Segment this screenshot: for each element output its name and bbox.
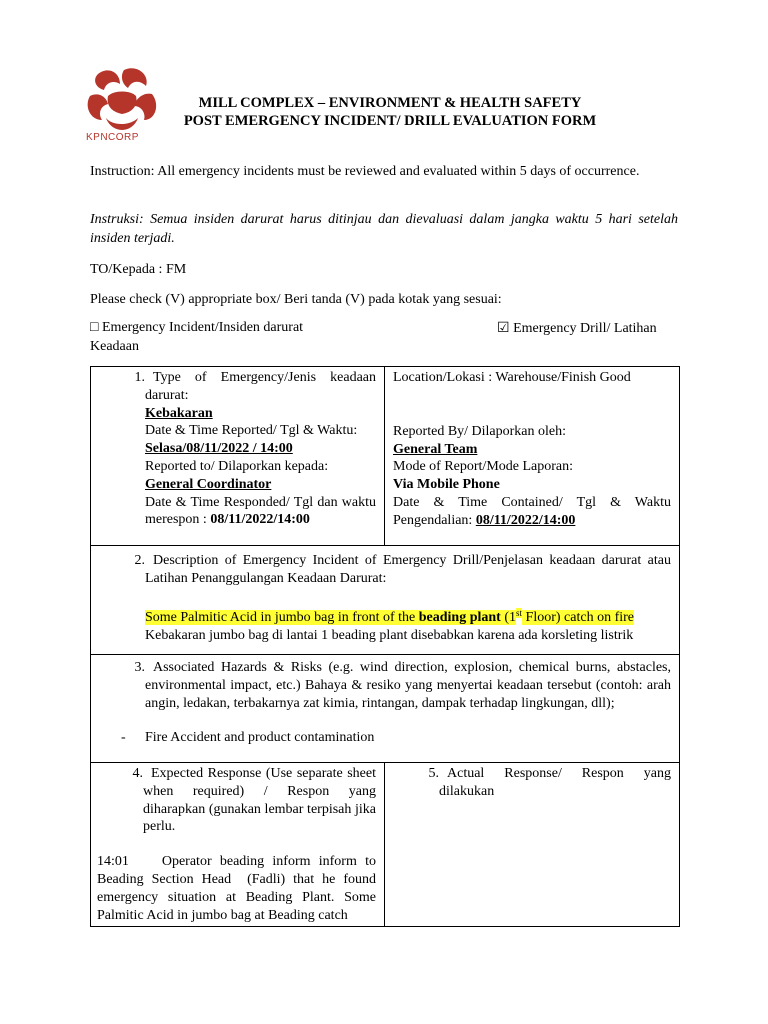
date-reported-value: Selasa/08/11/2022 / 14:00	[145, 441, 293, 457]
hazard-item: Fire Accident and product contamination	[145, 730, 375, 746]
addressee: TO/Kepada : FM	[90, 262, 187, 277]
logo-text: KPNCORP	[86, 132, 139, 143]
option-drill-label: Emergency Drill/ Latihan	[513, 321, 657, 336]
location: Location/Lokasi : Warehouse/Finish Good	[393, 370, 631, 385]
highlight-part1: Some Palmitic Acid in jumbo bag in front of the	[145, 610, 419, 626]
date-reported-label: Date & Time Reported/ Tgl & Waktu:	[145, 423, 358, 439]
report-mode-label: Mode of Report/Mode Laporan:	[393, 459, 574, 475]
form-title-line1: MILL COMPLEX – ENVIRONMENT & HEALTH SAFETY	[198, 95, 582, 111]
reported-to-label: Reported to/ Dilaporkan kepada:	[145, 458, 329, 474]
expected-response-label: Expected Response (Use separate sheet when required) / Respon yang diharapkan (gunakan lembar terpisah jika perlu.	[143, 766, 376, 835]
section-3-number: 3.	[134, 660, 145, 675]
option-emergency-drill[interactable]	[497, 320, 657, 337]
option-emergency-incident[interactable]	[90, 320, 303, 336]
emergency-type-label: Type of Emergency/Jenis keadaan darurat:	[145, 370, 376, 403]
report-mode-value: Via Mobile Phone	[393, 477, 500, 493]
section-1-number: 1.	[134, 370, 145, 385]
date-contained-label: Date & Time Contained/ Tgl & Waktu Pengendalian:	[393, 494, 671, 528]
section-2-cell	[91, 546, 679, 654]
expected-response-entry: 14:01 Operator beading inform inform to Beading Section Head (Fadli) that he found emergency situation at Beading Plant. Some Palmitic Acid in jumbo bag at Beading catch	[97, 854, 380, 923]
section-5-number: 5.	[428, 766, 439, 781]
date-responded-value: 08/11/2022/14:00	[210, 512, 310, 528]
actual-response-label: Actual Response/ Respon yang dilakukan	[439, 766, 671, 799]
section-1-right	[385, 367, 679, 545]
section-2-number: 2.	[134, 553, 145, 568]
section-3-cell	[91, 655, 679, 762]
reported-by-label: Reported By/ Dilaporkan oleh:	[393, 423, 567, 439]
description-english	[99, 605, 671, 627]
check-instruction: Please check (V) appropriate box/ Beri tanda (V) pada kotak yang sesuai:	[90, 292, 502, 307]
unchecked-box-icon[interactable]: □	[90, 320, 99, 335]
highlight-part2: (1	[500, 610, 517, 626]
highlight-part3: Floor) catch on fire	[522, 610, 634, 626]
section-1-row	[91, 367, 679, 546]
hazards-label: Associated Hazards & Risks (e.g. wind direction, explosion, chemical burns, abstacles, environmental impact, etc.) Bahaya & resiko yang menyertai keadaan tersebut (contoh: arah angin, ledakan, terbakarnya zat kimia, rintangan, dampak terhadap lingkungan, dll);	[145, 660, 671, 711]
option-drill-label-continued: Keadaan	[90, 339, 139, 354]
highlight-superscript: st	[516, 607, 523, 618]
reported-to-value: General Coordinator	[145, 476, 272, 492]
option-incident-label: Emergency Incident/Insiden darurat	[101, 320, 304, 335]
section-4-number: 4.	[132, 766, 143, 781]
date-responded-label: Date & Time Responded/ Tgl dan waktu merespon :	[145, 494, 376, 528]
section-2-row	[91, 546, 679, 655]
hazard-bullet: -	[121, 730, 126, 746]
section-3-row	[91, 655, 679, 763]
description-indonesian: Kebakaran jumbo bag di lantai 1 beading plant disebabkan karena ada korsleting listrik	[145, 628, 634, 644]
evaluation-table	[90, 366, 680, 927]
reported-by-value: General Team	[393, 441, 478, 457]
section-5-cell	[385, 763, 679, 926]
instruction-indonesian: Instruksi: Semua insiden darurat harus ditinjau dan dievaluasi dalam jangka waktu 5 hari setelah insiden terjadi.	[90, 212, 678, 246]
form-title-line2: POST EMERGENCY INCIDENT/ DRILL EVALUATION FORM	[183, 113, 597, 129]
section-4-cell	[91, 763, 385, 926]
instruction-english: Instruction: All emergency incidents must be reviewed and evaluated within 5 days of occurrence.	[90, 164, 640, 179]
section-1-left	[91, 367, 385, 545]
highlight-bold: beading plant	[418, 610, 501, 626]
checked-box-icon[interactable]: ☑	[497, 321, 510, 336]
section-4-5-row	[91, 763, 679, 926]
date-contained-value: 08/11/2022/14:00	[475, 512, 576, 528]
description-label: Description of Emergency Incident of Emergency Drill/Penjelasan keadaan darurat atau Latihan Penanggulangan Keadaan Darurat:	[145, 553, 671, 586]
emergency-type-value: Kebakaran	[145, 405, 213, 421]
